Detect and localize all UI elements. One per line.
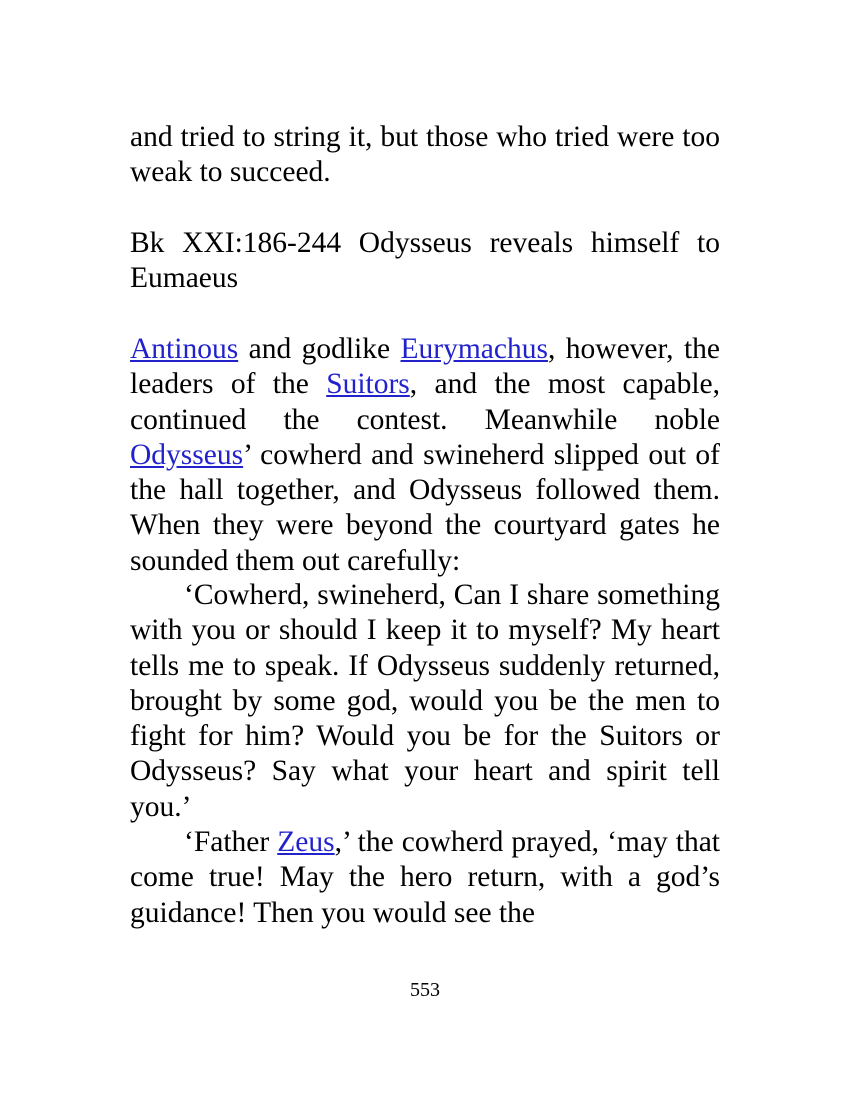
text-span: and godlike	[238, 333, 401, 365]
text-span: ‘Father	[184, 826, 278, 858]
section-heading: Bk XXI:186-244 Odysseus reveals himself to Eumaeus	[130, 227, 720, 295]
text-span: ,’ the cowherd prayed, ‘may that come true! May the hero return, with a god’s guidance! Then you would see the	[130, 826, 720, 929]
text-span: , however, the leaders of the	[130, 333, 720, 401]
text-span: , and the most capable, continued the contest. Meanwhile noble	[130, 368, 720, 436]
page-number: 553	[410, 979, 440, 1001]
link-eurymachus[interactable]: Eurymachus	[400, 333, 548, 365]
paragraph-suitors-contest	[130, 332, 720, 579]
paragraph-cowherd-prayer	[130, 825, 720, 931]
paragraph-odysseus-speech: ‘Cowherd, swineherd, Can I share something with you or should I keep it to myself? My heart tells me to speak. If Odysseus suddenly returned, brought by some god, would you be the men to fight for him? Would you be for the Suitors or Odysseus? Say what your heart and spirit tell you.’	[130, 579, 720, 823]
link-zeus[interactable]: Zeus	[277, 826, 335, 858]
link-suitors[interactable]: Suitors	[326, 368, 410, 401]
link-odysseus[interactable]: Odysseus	[130, 438, 244, 471]
link-antinous[interactable]: Antinous	[130, 333, 239, 365]
text-span: ’ cowherd and swineherd slipped out of the hall together, and Odysseus followed them. When they were beyond the courtyard gates he sounded them out carefully:	[130, 438, 720, 577]
paragraph-continuation: and tried to string it, but those who tried were too weak to succeed.	[130, 121, 720, 189]
